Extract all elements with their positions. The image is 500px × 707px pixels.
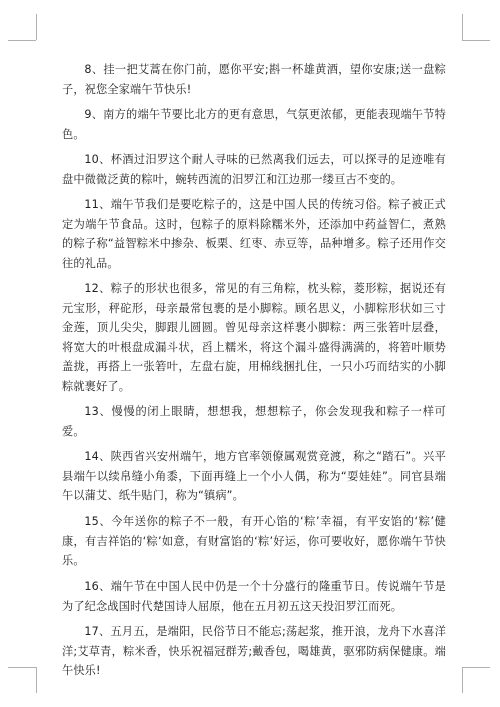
crop-mark-bottom-left-horizontal bbox=[8, 667, 36, 668]
crop-mark-bottom-right-horizontal bbox=[462, 667, 490, 668]
paragraph-10: 10、杯酒过汨罗这个耐人寻味的已然离我们远去，可以探寻的足迹唯有盘中微微泛黄的粽叶，蜿转西流的汨罗江和江边那一缕亘古不变的。 bbox=[62, 153, 446, 186]
paragraph-12: 12、粽子的形状也很多，常见的有三角粽，枕头粽，菱形粽，据说还有元宝形，秤砣形，母亲最常包裹的是小脚粽。顾名思义，小脚粽形状如三寸金莲，顶儿尖尖，脚跟儿圆圆。曾见母亲这样裹小脚粽：两三张箬叶层叠，将宽大的叶根盘成漏斗状，舀上糯米，将这个漏斗盛得满满的，将箬叶顺势盖拢，再搭上一张箬叶，左盘右旋，用棉线捆扎住，一只小巧而结实的小脚粽就裹好了。 bbox=[62, 282, 446, 393]
paragraph-13: 13、慢慢的闭上眼睛，想想我，想想粽子，你会发现我和粽子一样可爱。 bbox=[62, 405, 446, 438]
paragraph-14: 14、陕西省兴安州端午，地方官率领僚属观赏竞渡，称之“踏石”。兴平县端午以续帛缝小角黍，下面再缝上一个小人偶，称为“耍娃娃”。同官县端午以蒲艾、纸牛贴门，称为“镇病”。 bbox=[62, 450, 446, 503]
crop-mark-top-left-horizontal bbox=[8, 40, 36, 41]
paragraph-8: 8、挂一把艾蒿在你门前，愿你平安;斟一杯雄黄酒，望你安康;送一盘粽子，祝您全家端午节快乐! bbox=[62, 63, 446, 96]
crop-mark-top-left-vertical bbox=[36, 14, 37, 40]
paragraph-16: 16、端午节在中国人民中仍是一个十分盛行的隆重节日。传说端午节是为了纪念战国时代楚国诗人屈原，他在五月初五这天投汨罗江而死。 bbox=[62, 580, 446, 613]
paragraph-15: 15、今年送你的粽子不一般，有开心馅的‘粽’幸福，有平安馅的‘粽’健康，有吉祥馅的‘粽’如意，有财富馅的‘粽’好运，你可要收好，愿你端午节快乐。 bbox=[62, 515, 446, 568]
paragraph-11: 11、端午节我们是要吃粽子的，这是中国人民的传统习俗。粽子被正式定为端午节食品。这时，包粽子的原料除糯米外，还添加中药益智仁，煮熟的粽子称“益智粽米中掺杂、板栗、红枣、赤豆等，品种增多。粽子还用作交往的礼品。 bbox=[62, 198, 446, 270]
paragraph-9: 9、南方的端午节要比北方的更有意思，气氛更浓郁，更能表现端午节特色。 bbox=[62, 108, 446, 141]
paragraph-17: 17、五月五，是端阳，民俗节日不能忘;荡起浆，推开浪，龙舟下水喜洋洋;艾草青，粽米香，快乐祝福冠群芳;戴香包，喝雄黄，驱邪防病保健康。端午快乐! bbox=[62, 625, 446, 678]
crop-mark-bottom-left-vertical bbox=[36, 667, 37, 693]
crop-mark-top-right-horizontal bbox=[462, 40, 490, 41]
crop-mark-bottom-right-vertical bbox=[462, 667, 463, 693]
crop-mark-top-right-vertical bbox=[462, 14, 463, 40]
